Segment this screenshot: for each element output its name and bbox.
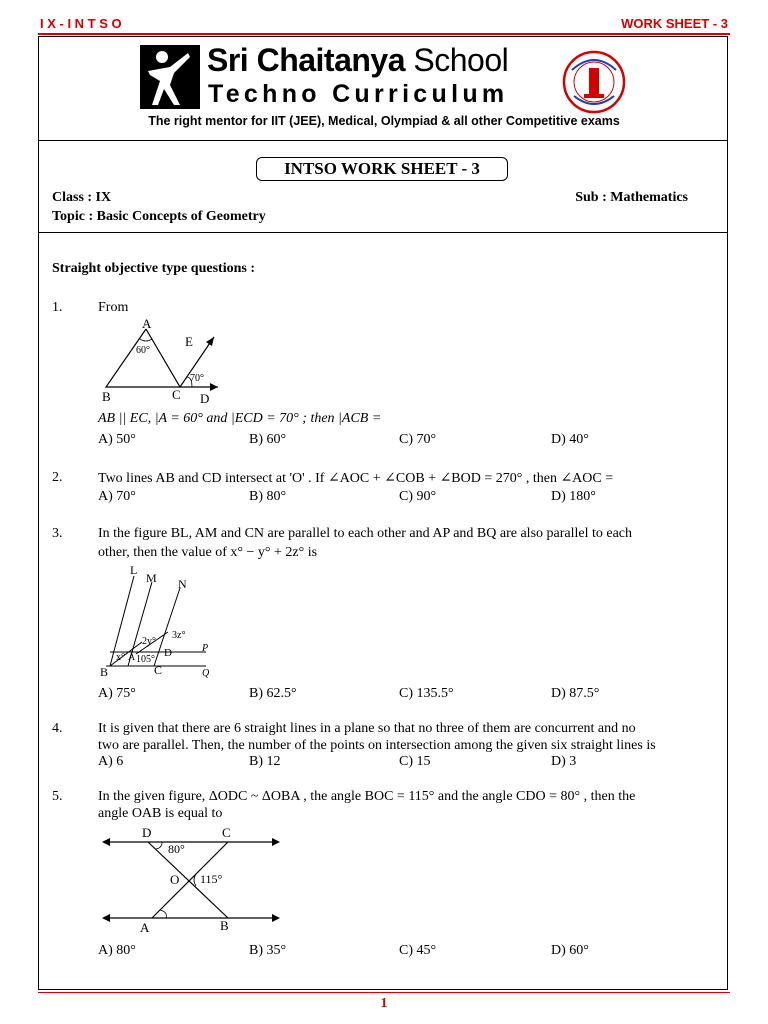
fig-label: N [178, 577, 187, 591]
question-number: 2. [52, 470, 63, 485]
q3-figure [96, 562, 226, 680]
question-text: From [98, 300, 129, 315]
fig-label: B [220, 918, 229, 933]
question-text: angle OAB is equal to [98, 806, 223, 821]
question-text: In the given figure, ΔODC ~ ΔOBA , the angle BOC = 115° and the angle CDO = 80° , then the [98, 789, 636, 804]
question-stem: AB || EC, |A = 60° and |ECD = 70° ; then |ACB = [98, 411, 382, 426]
question-text: other, then the value of x° − y° + 2z° is [98, 545, 318, 560]
fig-label: L [130, 563, 138, 577]
fig-label: C [172, 387, 181, 402]
option: A) 70° [98, 489, 136, 504]
footer-rule [38, 992, 730, 993]
fig-label: O [170, 872, 180, 887]
fig-label: D [164, 647, 172, 659]
option: D) 87.5° [551, 686, 600, 701]
section-heading: Straight objective type questions : [52, 261, 255, 276]
option: A) 75° [98, 686, 136, 701]
fig-label: A [142, 316, 152, 331]
fig-label: E [185, 334, 193, 349]
option: D) 60° [551, 943, 589, 958]
fig-label: M [146, 571, 157, 585]
option: B) 12 [249, 754, 281, 769]
fig-angle: 105° [136, 654, 155, 665]
fig-label: D [142, 825, 152, 840]
fig-angle: x° [116, 652, 125, 663]
header-left: I X - I N T S O [40, 16, 122, 31]
option: C) 90° [399, 489, 437, 504]
fig-label: A [128, 652, 136, 663]
question-number: 3. [52, 526, 63, 541]
topic-label: Topic : Basic Concepts of Geometry [52, 209, 266, 224]
fig-label: C [154, 663, 163, 677]
question-text: It is given that there are 6 straight lines in a plane so that no three of them are concurrent and no [98, 721, 636, 736]
fig-label: Q [202, 668, 210, 679]
option: D) 40° [551, 432, 589, 447]
fig-angle: 2y° [142, 636, 156, 647]
divider [39, 140, 727, 141]
option: A) 50° [98, 432, 136, 447]
seal-icon [562, 50, 626, 114]
tagline: The right mentor for IIT (JEE), Medical, Olympiad & all other Competitive exams [148, 114, 620, 128]
fig-label: C [222, 825, 231, 840]
option: B) 60° [249, 432, 287, 447]
subject-label: Sub : Mathematics [575, 190, 688, 205]
fig-angle: 115° [200, 872, 223, 886]
fig-label: D [200, 391, 210, 405]
question-text: Two lines AB and CD intersect at 'O' . If ∠AOC + ∠COB + ∠BOD = 270° , then ∠AOC = [98, 471, 614, 486]
worksheet-title: INTSO WORK SHEET - 3 [256, 157, 508, 181]
option: B) 35° [249, 943, 287, 958]
class-label: Class : IX [52, 190, 112, 205]
option: C) 15 [399, 754, 431, 769]
fig-label: P [202, 643, 209, 654]
fig-label: B [102, 389, 111, 404]
header-rule [38, 33, 730, 35]
option: B) 62.5° [249, 686, 297, 701]
fig-angle: 70° [190, 373, 204, 384]
q5-figure [96, 822, 286, 936]
option: A) 6 [98, 754, 124, 769]
question-number: 4. [52, 721, 63, 736]
option: C) 45° [399, 943, 437, 958]
fig-label: A [140, 920, 150, 935]
option: C) 70° [399, 432, 437, 447]
brand-subtitle: Techno Curriculum [208, 80, 509, 108]
fig-angle: 3z° [172, 630, 186, 641]
option: B) 80° [249, 489, 287, 504]
fig-angle: 60° [136, 345, 150, 356]
option: D) 180° [551, 489, 596, 504]
brand-name: Sri Chaitanya School [207, 42, 509, 78]
question-number: 5. [52, 789, 63, 804]
header-right: WORK SHEET - 3 [621, 16, 728, 31]
page-number: 1 [380, 996, 388, 1011]
question-text: In the figure BL, AM and CN are parallel to each other and AP and BQ are also parallel to each [98, 526, 633, 541]
option: A) 80° [98, 943, 136, 958]
divider [39, 232, 727, 233]
fig-label: B [100, 665, 109, 679]
question-text: two are parallel. Then, the number of the points on intersection among the given six straight lines is [98, 738, 656, 753]
question-number: 1. [52, 300, 63, 315]
option: C) 135.5° [399, 686, 454, 701]
option: D) 3 [551, 754, 577, 769]
q1-figure [96, 315, 226, 405]
fig-angle: 80° [168, 842, 185, 856]
school-logo-icon [140, 45, 200, 109]
